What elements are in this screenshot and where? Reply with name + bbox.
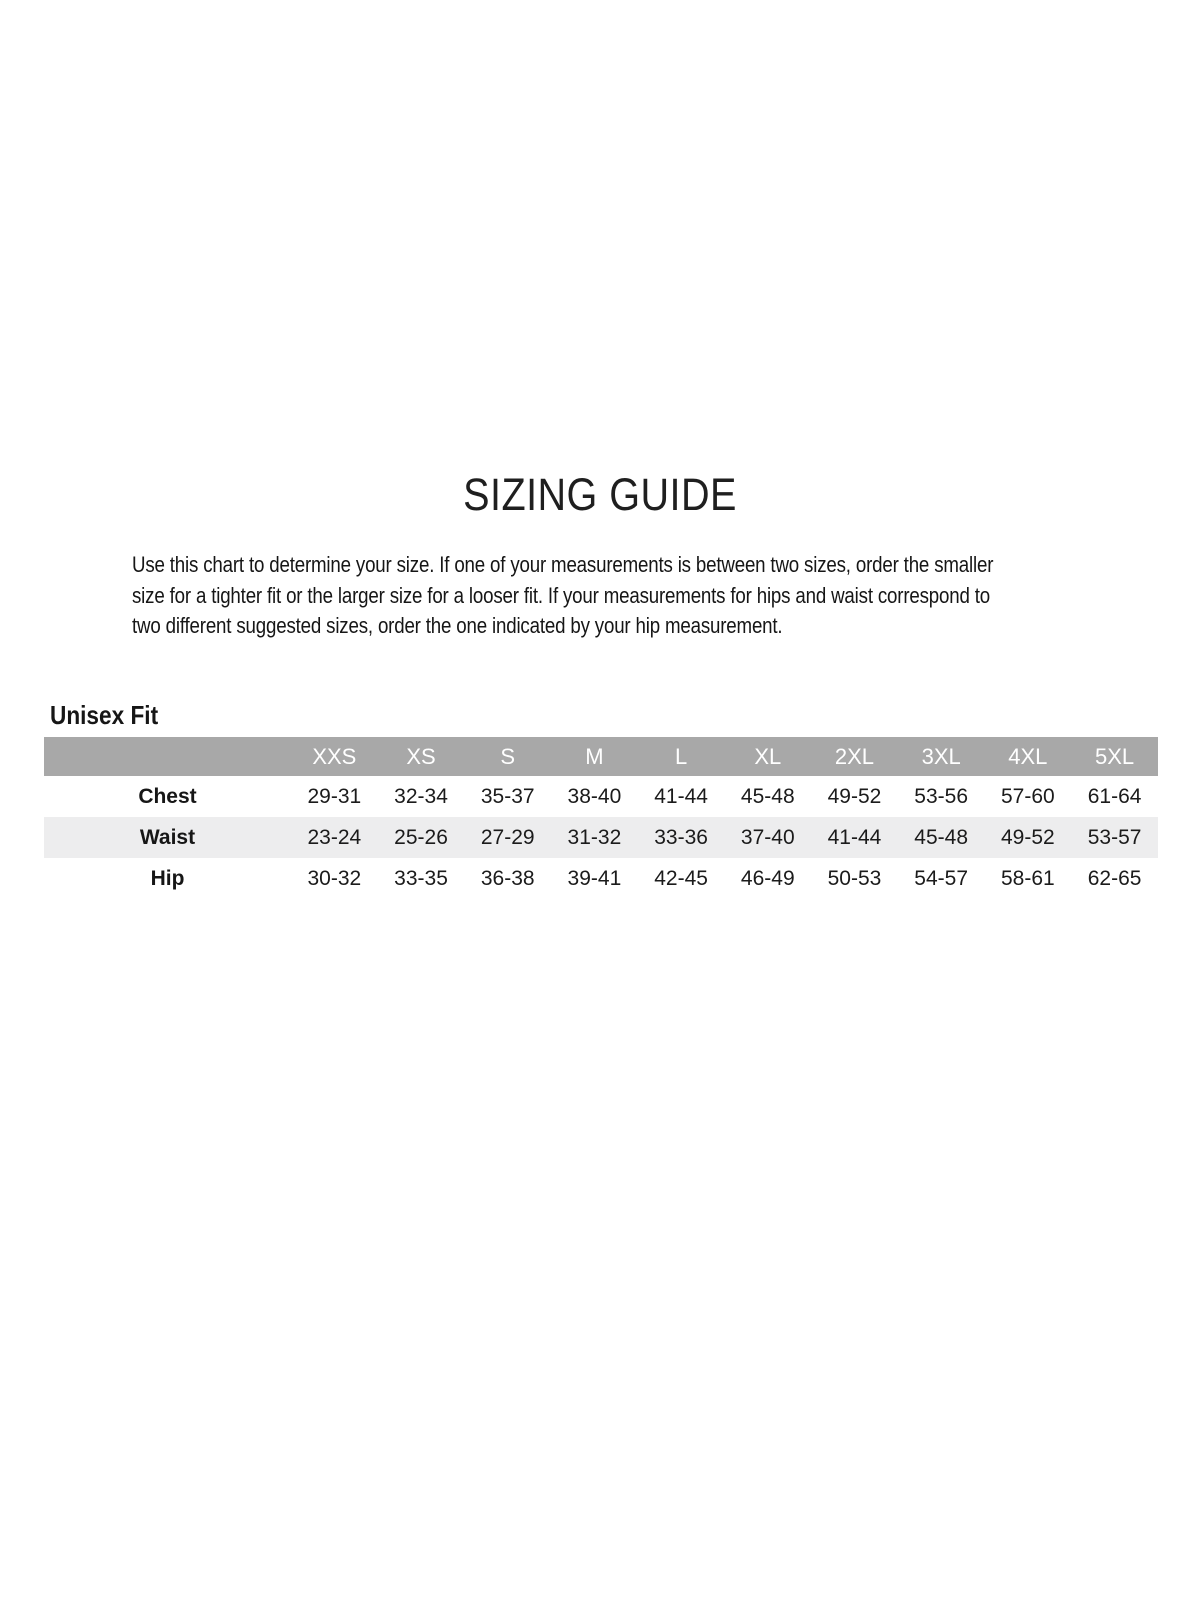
size-column-header-s: S bbox=[464, 737, 551, 776]
table-row-hip bbox=[44, 858, 1158, 899]
chest-xxs-cell: 29-31 bbox=[307, 784, 362, 808]
hip-xs-cell: 33-35 bbox=[394, 866, 448, 890]
size-column-header-xs: XS bbox=[378, 737, 465, 776]
hip-3xl-cell: 54-57 bbox=[914, 866, 969, 890]
row-label-waist: Waist bbox=[44, 817, 291, 858]
waist-s-cell: 27-29 bbox=[464, 817, 551, 858]
section-heading-unisex-fit: Unisex Fit bbox=[50, 700, 159, 730]
chest-3xl-cell: 53-56 bbox=[914, 784, 969, 808]
chest-5xl-cell: 61-64 bbox=[1087, 784, 1142, 808]
row-label-hip: Hip bbox=[150, 866, 185, 890]
intro-line-1: Use this chart to determine your size. If one of your measurements is between two sizes, order the smaller bbox=[132, 552, 994, 577]
size-table-corner-cell bbox=[44, 737, 291, 776]
waist-l-cell: 33-36 bbox=[638, 817, 725, 858]
waist-5xl-cell: 53-57 bbox=[1071, 817, 1158, 858]
chest-4xl-cell: 57-60 bbox=[1000, 784, 1055, 808]
hip-m-cell: 39-41 bbox=[567, 866, 622, 890]
intro-line-2: size for a tighter fit or the larger size for a looser fit. If your measurements for hips and waist correspond to bbox=[132, 582, 991, 608]
waist-xl-cell: 37-40 bbox=[724, 817, 811, 858]
page-title: SIZING GUIDE bbox=[463, 469, 737, 520]
size-column-header-xxs: XXS bbox=[291, 737, 378, 776]
size-column-header-5xl: 5XL bbox=[1071, 737, 1158, 776]
size-table bbox=[44, 737, 1158, 899]
waist-4xl-cell: 49-52 bbox=[985, 817, 1072, 858]
table-row-waist bbox=[44, 817, 1158, 858]
chest-s-cell: 35-37 bbox=[480, 784, 535, 808]
waist-3xl-cell: 45-48 bbox=[898, 817, 985, 858]
hip-xxs-cell: 30-32 bbox=[307, 866, 362, 890]
waist-xs-cell: 25-26 bbox=[378, 817, 465, 858]
chest-2xl-cell: 49-52 bbox=[827, 784, 882, 808]
intro-paragraph bbox=[132, 550, 993, 642]
row-label-chest: Chest bbox=[138, 784, 197, 808]
chest-xs-cell: 32-34 bbox=[394, 784, 448, 808]
table-row-chest bbox=[44, 776, 1158, 817]
size-column-header-xl: XL bbox=[724, 737, 811, 776]
waist-2xl-cell: 41-44 bbox=[811, 817, 898, 858]
chest-xl-cell: 45-48 bbox=[740, 784, 795, 808]
hip-xl-cell: 46-49 bbox=[740, 866, 795, 890]
size-column-header-2xl: 2XL bbox=[811, 737, 898, 776]
waist-m-cell: 31-32 bbox=[551, 817, 638, 858]
size-table-header-row bbox=[44, 737, 1158, 776]
intro-line-3: two different suggested sizes, order the one indicated by your hip measurement. bbox=[132, 613, 783, 638]
chest-m-cell: 38-40 bbox=[567, 784, 622, 808]
size-column-header-m: M bbox=[551, 737, 638, 776]
hip-2xl-cell: 50-53 bbox=[827, 866, 882, 890]
size-column-header-4xl: 4XL bbox=[985, 737, 1072, 776]
hip-4xl-cell: 58-61 bbox=[1000, 866, 1055, 890]
size-column-header-l: L bbox=[638, 737, 725, 776]
hip-s-cell: 36-38 bbox=[480, 866, 535, 890]
chest-l-cell: 41-44 bbox=[654, 784, 708, 808]
waist-xxs-cell: 23-24 bbox=[291, 817, 378, 858]
size-column-header-3xl: 3XL bbox=[898, 737, 985, 776]
hip-5xl-cell: 62-65 bbox=[1087, 866, 1142, 890]
hip-l-cell: 42-45 bbox=[654, 866, 708, 890]
